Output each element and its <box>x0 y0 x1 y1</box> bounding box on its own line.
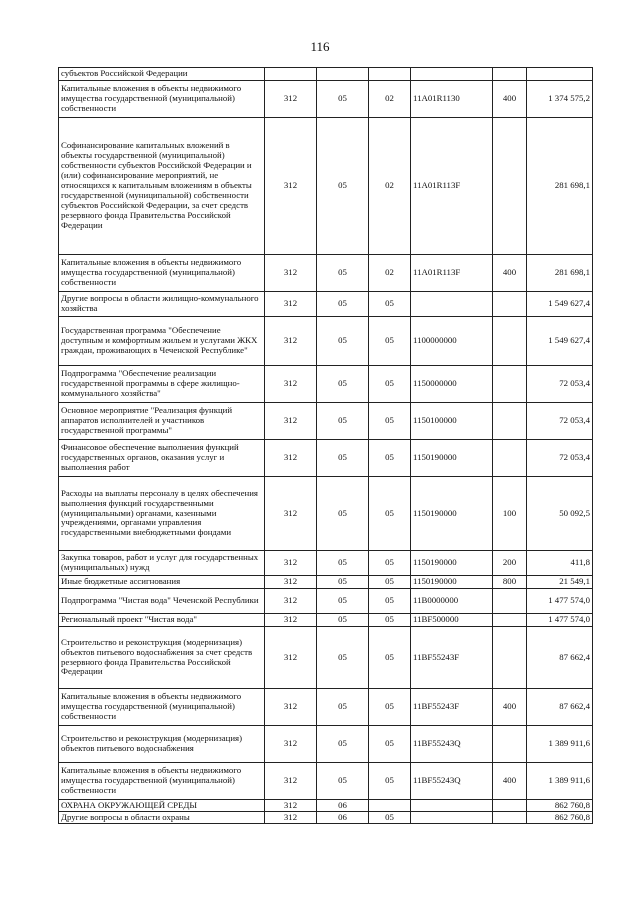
section-code: 05 <box>317 726 369 763</box>
department-code: 312 <box>265 317 317 366</box>
section-code: 05 <box>317 763 369 800</box>
expense-type-code <box>493 403 527 440</box>
target-article-code: 1150190000 <box>411 440 493 477</box>
target-article-code: 11A01R1130 <box>411 81 493 118</box>
item-name: Капитальные вложения в объекты недвижимого имущества государственной (муниципальной) собственности <box>59 255 265 292</box>
expense-type-code: 800 <box>493 576 527 589</box>
department-code: 312 <box>265 292 317 317</box>
section-code: 05 <box>317 366 369 403</box>
item-name: Подпрограмма "Обеспечение реализации государственной программы в сфере жилищно-коммунального хозяйства" <box>59 366 265 403</box>
department-code: 312 <box>265 589 317 614</box>
table-row <box>59 800 593 812</box>
expense-type-code <box>493 812 527 824</box>
expense-type-code <box>493 726 527 763</box>
expense-type-code <box>493 317 527 366</box>
subsection-code: 05 <box>369 812 411 824</box>
table-row <box>59 627 593 689</box>
table-row <box>59 576 593 589</box>
subsection-code: 02 <box>369 118 411 255</box>
table-row <box>59 81 593 118</box>
expense-type-code <box>493 589 527 614</box>
expense-type-code <box>493 440 527 477</box>
table-row <box>59 689 593 726</box>
target-article-code <box>411 292 493 317</box>
section-code: 05 <box>317 551 369 576</box>
section-code: 05 <box>317 403 369 440</box>
amount: 1 477 574,0 <box>527 614 593 627</box>
subsection-code: 05 <box>369 477 411 551</box>
table-row <box>59 477 593 551</box>
subsection-code: 05 <box>369 627 411 689</box>
item-name: Капитальные вложения в объекты недвижимого имущества государственной (муниципальной) собственности <box>59 763 265 800</box>
expense-type-code: 400 <box>493 689 527 726</box>
table-row <box>59 366 593 403</box>
item-name: Софинансирование капитальных вложений в объекты государственной (муниципальной) собственности субъектов Российской Федерации и (или) софинансирование мероприятий, не относящихся к капитальным вложениям в объекты государственной (муниципальной) собственности субъектов Российской Федерации, за счет средств резервного фонда Правительства Российской Федерации <box>59 118 265 255</box>
expense-type-code: 200 <box>493 551 527 576</box>
subsection-code: 05 <box>369 763 411 800</box>
target-article-code: 11B0000000 <box>411 589 493 614</box>
target-article-code: 11BF55243F <box>411 627 493 689</box>
amount <box>527 68 593 81</box>
table-row <box>59 440 593 477</box>
section-code: 06 <box>317 800 369 812</box>
expense-type-code <box>493 800 527 812</box>
table-row <box>59 812 593 824</box>
item-name: Иные бюджетные ассигнования <box>59 576 265 589</box>
section-code: 05 <box>317 627 369 689</box>
department-code: 312 <box>265 477 317 551</box>
section-code: 05 <box>317 589 369 614</box>
expense-type-code: 400 <box>493 81 527 118</box>
target-article-code: 1150100000 <box>411 403 493 440</box>
section-code: 05 <box>317 614 369 627</box>
item-name: Региональный проект "Чистая вода" <box>59 614 265 627</box>
item-name: Другие вопросы в области жилищно-коммунального хозяйства <box>59 292 265 317</box>
department-code: 312 <box>265 763 317 800</box>
item-name: субъектов Российской Федерации <box>59 68 265 81</box>
department-code: 312 <box>265 812 317 824</box>
subsection-code: 05 <box>369 317 411 366</box>
target-article-code: 1150190000 <box>411 551 493 576</box>
expense-type-code <box>493 118 527 255</box>
target-article-code: 1100000000 <box>411 317 493 366</box>
item-name: Капитальные вложения в объекты недвижимого имущества государственной (муниципальной) собственности <box>59 81 265 118</box>
department-code: 312 <box>265 689 317 726</box>
amount: 411,8 <box>527 551 593 576</box>
target-article-code: 11BF55243Q <box>411 726 493 763</box>
item-name: Строительство и реконструкция (модернизация) объектов питьевого водоснабжения <box>59 726 265 763</box>
table-row <box>59 317 593 366</box>
budget-table-body <box>59 68 593 824</box>
department-code: 312 <box>265 118 317 255</box>
amount: 1 477 574,0 <box>527 589 593 614</box>
subsection-code: 05 <box>369 614 411 627</box>
table-row <box>59 551 593 576</box>
target-article-code: 11A01R113F <box>411 118 493 255</box>
expense-type-code <box>493 366 527 403</box>
section-code <box>317 68 369 81</box>
amount: 72 053,4 <box>527 366 593 403</box>
amount: 50 092,5 <box>527 477 593 551</box>
target-article-code <box>411 800 493 812</box>
table-row <box>59 68 593 81</box>
subsection-code: 05 <box>369 551 411 576</box>
budget-table <box>58 67 593 824</box>
subsection-code: 05 <box>369 366 411 403</box>
department-code: 312 <box>265 800 317 812</box>
target-article-code: 1150000000 <box>411 366 493 403</box>
department-code: 312 <box>265 366 317 403</box>
amount: 1 374 575,2 <box>527 81 593 118</box>
amount: 1 389 911,6 <box>527 726 593 763</box>
table-row <box>59 614 593 627</box>
table-row <box>59 292 593 317</box>
amount: 1 389 911,6 <box>527 763 593 800</box>
department-code: 312 <box>265 551 317 576</box>
amount: 1 549 627,4 <box>527 317 593 366</box>
table-row <box>59 255 593 292</box>
item-name: Финансовое обеспечение выполнения функций государственных органов, оказания услуг и выполнения работ <box>59 440 265 477</box>
amount: 862 760,8 <box>527 812 593 824</box>
item-name: Закупка товаров, работ и услуг для государственных (муниципальных) нужд <box>59 551 265 576</box>
subsection-code <box>369 800 411 812</box>
section-code: 06 <box>317 812 369 824</box>
target-article-code <box>411 68 493 81</box>
target-article-code <box>411 812 493 824</box>
department-code: 312 <box>265 726 317 763</box>
subsection-code: 05 <box>369 576 411 589</box>
department-code: 312 <box>265 614 317 627</box>
expense-type-code <box>493 614 527 627</box>
target-article-code: 1150190000 <box>411 576 493 589</box>
section-code: 05 <box>317 689 369 726</box>
table-row <box>59 589 593 614</box>
table-row <box>59 763 593 800</box>
section-code: 05 <box>317 576 369 589</box>
amount: 72 053,4 <box>527 440 593 477</box>
target-article-code: 11A01R113F <box>411 255 493 292</box>
amount: 72 053,4 <box>527 403 593 440</box>
subsection-code: 05 <box>369 726 411 763</box>
section-code: 05 <box>317 81 369 118</box>
section-code: 05 <box>317 292 369 317</box>
expense-type-code <box>493 292 527 317</box>
section-code: 05 <box>317 255 369 292</box>
target-article-code: 1150190000 <box>411 477 493 551</box>
item-name: Капитальные вложения в объекты недвижимого имущества государственной (муниципальной) собственности <box>59 689 265 726</box>
department-code <box>265 68 317 81</box>
target-article-code: 11BF500000 <box>411 614 493 627</box>
amount: 281 698,1 <box>527 255 593 292</box>
item-name: Строительство и реконструкция (модернизация) объектов питьевого водоснабжения за счет средств резервного фонда Правительства Российской Федерации <box>59 627 265 689</box>
amount: 87 662,4 <box>527 627 593 689</box>
target-article-code: 11BF55243F <box>411 689 493 726</box>
table-row <box>59 118 593 255</box>
table-row <box>59 726 593 763</box>
expense-type-code: 400 <box>493 255 527 292</box>
item-name: Расходы на выплаты персоналу в целях обеспечения выполнения функций государственными (муниципальными) органами, казенными учреждениями, органами управления государственными внебюджетными фондами <box>59 477 265 551</box>
expense-type-code <box>493 627 527 689</box>
amount: 87 662,4 <box>527 689 593 726</box>
amount: 1 549 627,4 <box>527 292 593 317</box>
department-code: 312 <box>265 403 317 440</box>
section-code: 05 <box>317 440 369 477</box>
subsection-code: 02 <box>369 81 411 118</box>
department-code: 312 <box>265 255 317 292</box>
amount: 21 549,1 <box>527 576 593 589</box>
subsection-code: 05 <box>369 440 411 477</box>
target-article-code: 11BF55243Q <box>411 763 493 800</box>
department-code: 312 <box>265 440 317 477</box>
subsection-code: 05 <box>369 292 411 317</box>
amount: 862 760,8 <box>527 800 593 812</box>
subsection-code <box>369 68 411 81</box>
department-code: 312 <box>265 576 317 589</box>
section-code: 05 <box>317 477 369 551</box>
amount: 281 698,1 <box>527 118 593 255</box>
item-name: Другие вопросы в области охраны <box>59 812 265 824</box>
item-name: Подпрограмма "Чистая вода" Чеченской Республики <box>59 589 265 614</box>
section-code: 05 <box>317 118 369 255</box>
item-name: Государственная программа "Обеспечение доступным и комфортным жильем и услугами ЖКХ граждан, проживающих в Чеченской Республике" <box>59 317 265 366</box>
subsection-code: 05 <box>369 403 411 440</box>
expense-type-code: 400 <box>493 763 527 800</box>
subsection-code: 05 <box>369 689 411 726</box>
expense-type-code <box>493 68 527 81</box>
page-number: 116 <box>310 39 330 54</box>
subsection-code: 05 <box>369 589 411 614</box>
department-code: 312 <box>265 81 317 118</box>
expense-type-code: 100 <box>493 477 527 551</box>
item-name: Основное мероприятие "Реализация функций аппаратов исполнителей и участников государственной программы" <box>59 403 265 440</box>
subsection-code: 02 <box>369 255 411 292</box>
item-name: ОХРАНА ОКРУЖАЮЩЕЙ СРЕДЫ <box>59 800 265 812</box>
department-code: 312 <box>265 627 317 689</box>
table-row <box>59 403 593 440</box>
section-code: 05 <box>317 317 369 366</box>
